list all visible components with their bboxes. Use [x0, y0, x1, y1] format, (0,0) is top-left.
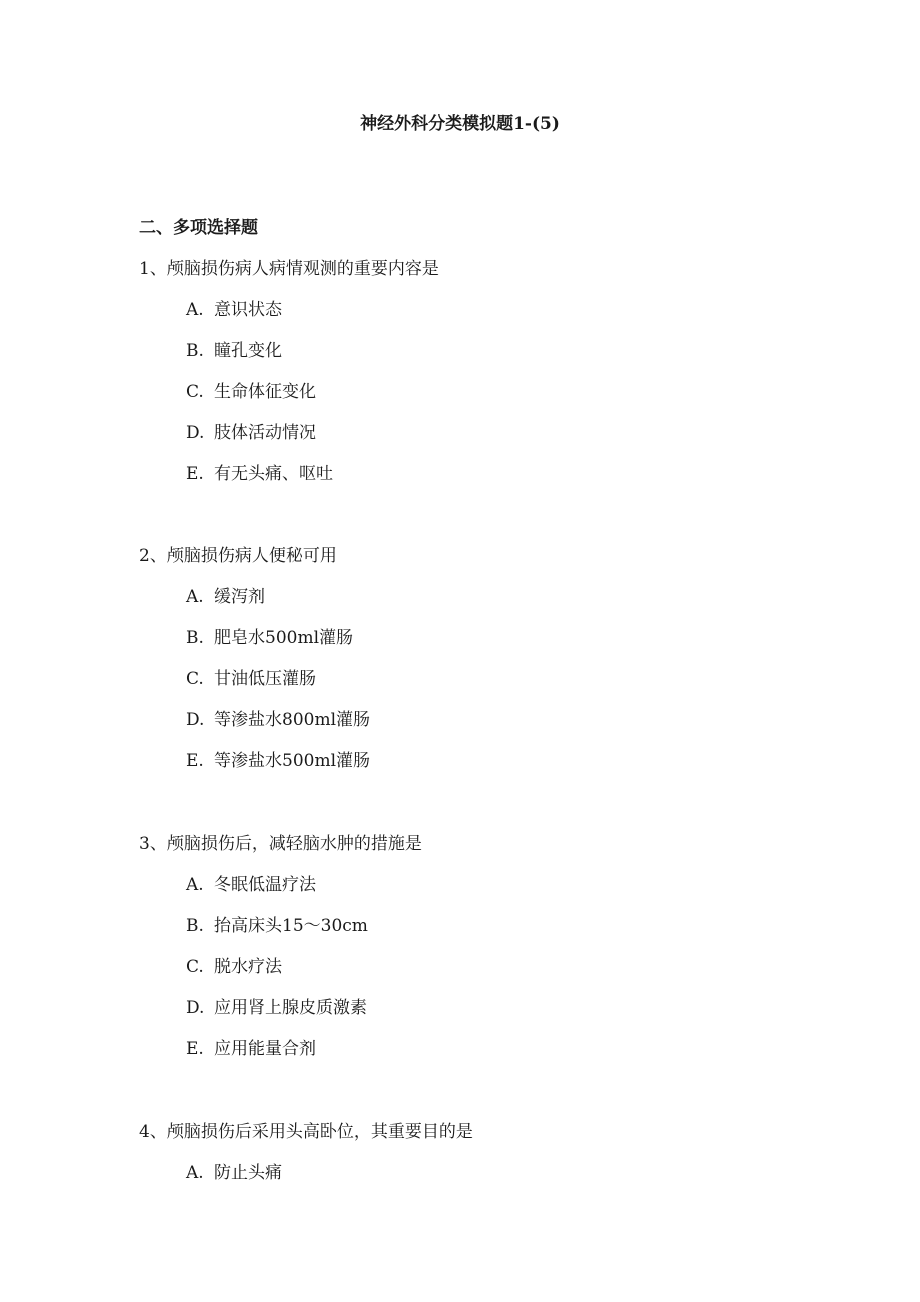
option-letter: A.	[186, 875, 204, 895]
option-text: 抬高床头15～30cm	[214, 916, 368, 936]
option-text: 脱水疗法	[214, 957, 282, 977]
option-letter: A.	[186, 587, 204, 607]
option-text: 有无头痛、呕吐	[214, 464, 333, 484]
question-3-option-d	[186, 996, 367, 1020]
option-text: 应用能量合剂	[214, 1039, 316, 1059]
question-3-option-e	[186, 1037, 316, 1061]
option-letter: C.	[186, 957, 204, 977]
option-text: 肢体活动情况	[214, 423, 316, 443]
question-2-stem: 2、颅脑损伤病人便秘可用	[139, 546, 337, 566]
option-letter: C.	[186, 669, 204, 689]
question-2-option-d	[186, 708, 370, 732]
section-heading: 二、多项选择题	[139, 218, 258, 238]
option-text: 防止头痛	[214, 1163, 282, 1183]
option-letter: B.	[186, 628, 204, 648]
question-3-option-c	[186, 955, 282, 979]
option-text: 生命体征变化	[214, 382, 316, 402]
option-text: 应用肾上腺皮质激素	[214, 998, 367, 1018]
question-1-option-b	[186, 339, 282, 363]
option-letter: B.	[186, 916, 204, 936]
page-title: 神经外科分类模拟题1-(5)	[360, 114, 560, 134]
question-1-option-c	[186, 380, 316, 404]
option-text: 冬眠低温疗法	[214, 875, 316, 895]
option-letter: A.	[186, 300, 204, 320]
option-letter: E.	[186, 464, 204, 484]
question-1-option-a	[186, 298, 282, 322]
question-2-option-a	[186, 585, 265, 609]
option-letter: D.	[186, 710, 205, 730]
question-4-option-a	[186, 1161, 282, 1185]
option-text: 甘油低压灌肠	[214, 669, 316, 689]
option-text: 意识状态	[214, 300, 282, 320]
option-letter: C.	[186, 382, 204, 402]
option-text: 等渗盐水500ml灌肠	[214, 751, 371, 771]
option-text: 瞳孔变化	[214, 341, 282, 361]
question-2-option-e	[186, 749, 370, 773]
option-letter: E.	[186, 751, 204, 771]
question-1-stem: 1、颅脑损伤病人病情观测的重要内容是	[139, 259, 439, 279]
option-letter: A.	[186, 1163, 204, 1183]
option-text: 缓泻剂	[214, 587, 265, 607]
question-2-option-c	[186, 667, 316, 691]
question-3-option-b	[186, 914, 368, 938]
option-letter: B.	[186, 341, 204, 361]
question-3-stem: 3、颅脑损伤后，减轻脑水肿的措施是	[139, 834, 422, 854]
option-letter: E.	[186, 1039, 204, 1059]
question-1-option-e	[186, 462, 333, 486]
option-letter: D.	[186, 998, 205, 1018]
question-2-option-b	[186, 626, 353, 650]
option-text: 肥皂水500ml灌肠	[214, 628, 354, 648]
question-3-option-a	[186, 873, 316, 897]
question-1-option-d	[186, 421, 316, 445]
option-text: 等渗盐水800ml灌肠	[214, 710, 371, 730]
question-4-stem: 4、颅脑损伤后采用头高卧位，其重要目的是	[139, 1122, 473, 1142]
option-letter: D.	[186, 423, 205, 443]
